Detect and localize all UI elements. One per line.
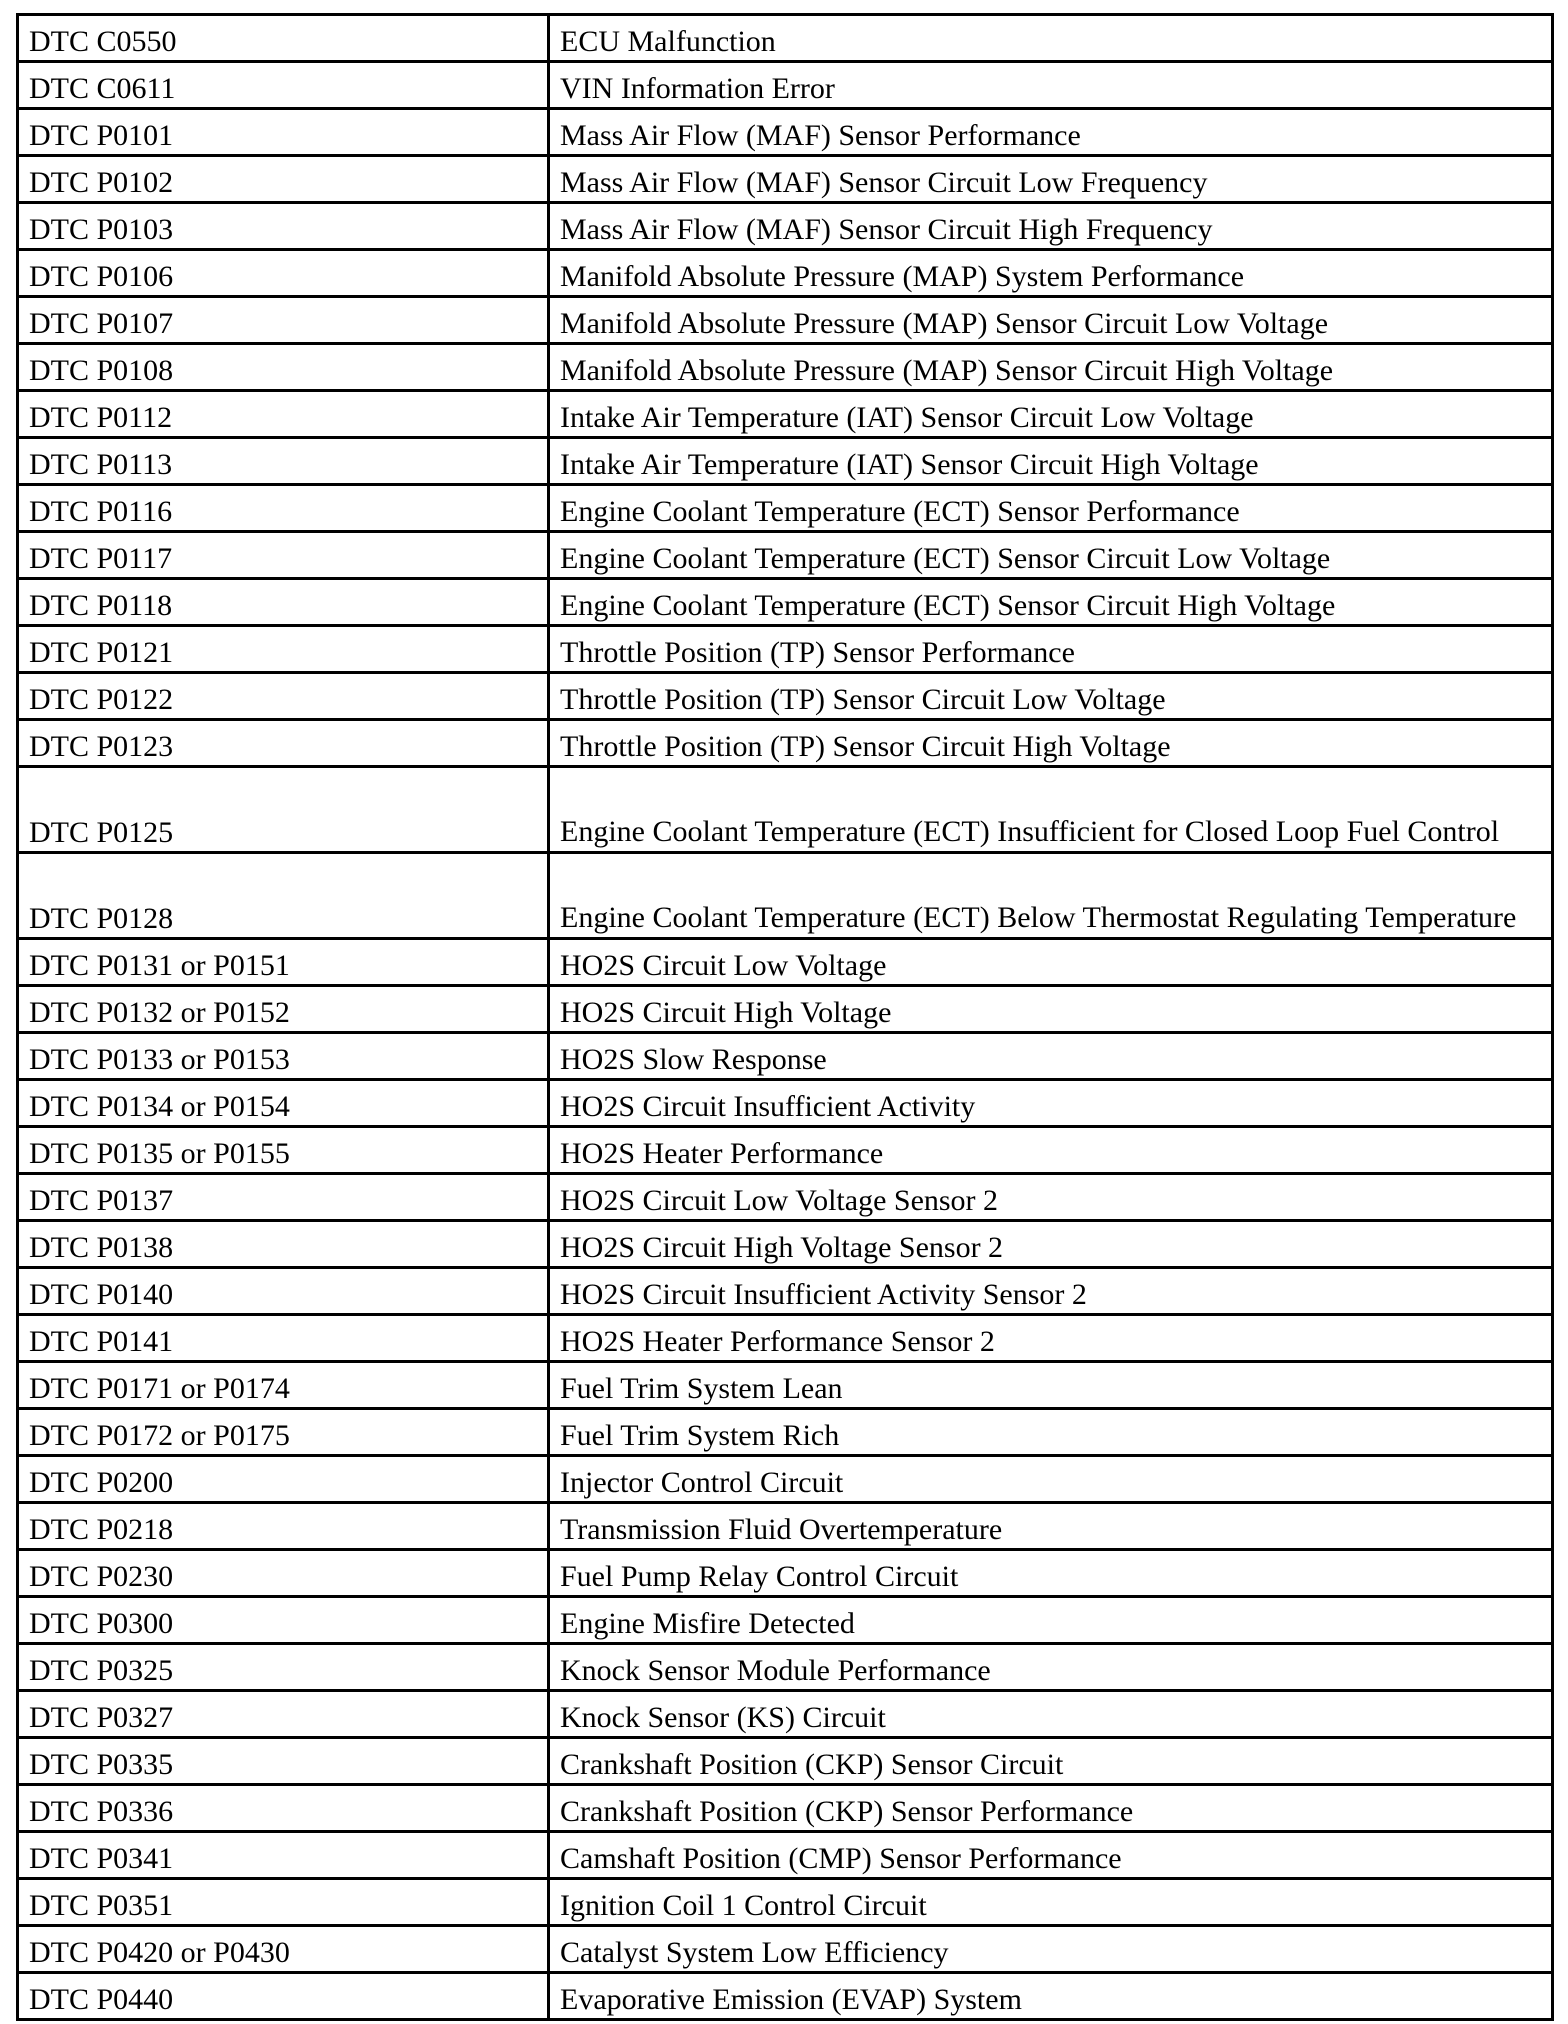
dtc-code-cell: DTC P0172 or P0175 <box>18 1409 549 1456</box>
dtc-code-cell: DTC P0138 <box>18 1221 549 1268</box>
dtc-description-cell: Engine Coolant Temperature (ECT) Insufficient for Closed Loop Fuel Control <box>549 767 1553 853</box>
dtc-table-body <box>18 15 1553 2020</box>
dtc-description-cell: Knock Sensor Module Performance <box>549 1644 1553 1691</box>
dtc-code-cell: DTC P0131 or P0151 <box>18 939 549 986</box>
dtc-code-cell: DTC C0611 <box>18 62 549 109</box>
dtc-description-cell: HO2S Circuit Insufficient Activity Sensor 2 <box>549 1268 1553 1315</box>
dtc-description-cell: Camshaft Position (CMP) Sensor Performance <box>549 1832 1553 1879</box>
dtc-code-cell: DTC P0327 <box>18 1691 549 1738</box>
dtc-description-cell: Mass Air Flow (MAF) Sensor Circuit Low Frequency <box>549 156 1553 203</box>
table-row <box>18 391 1553 438</box>
table-row <box>18 1174 1553 1221</box>
table-row <box>18 1879 1553 1926</box>
dtc-description-cell: HO2S Circuit Insufficient Activity <box>549 1080 1553 1127</box>
dtc-description-cell: Catalyst System Low Efficiency <box>549 1926 1553 1973</box>
dtc-code-cell: DTC P0336 <box>18 1785 549 1832</box>
table-row <box>18 1268 1553 1315</box>
dtc-code-cell: DTC P0133 or P0153 <box>18 1033 549 1080</box>
dtc-code-cell: DTC P0135 or P0155 <box>18 1127 549 1174</box>
dtc-description-cell: Crankshaft Position (CKP) Sensor Circuit <box>549 1738 1553 1785</box>
dtc-code-cell: DTC P0137 <box>18 1174 549 1221</box>
table-row <box>18 939 1553 986</box>
table-row <box>18 1080 1553 1127</box>
dtc-description-cell: Intake Air Temperature (IAT) Sensor Circuit High Voltage <box>549 438 1553 485</box>
table-row <box>18 1926 1553 1973</box>
table-row <box>18 579 1553 626</box>
dtc-description-cell: Engine Coolant Temperature (ECT) Sensor Circuit High Voltage <box>549 579 1553 626</box>
dtc-description-cell: Knock Sensor (KS) Circuit <box>549 1691 1553 1738</box>
dtc-description-cell: HO2S Circuit High Voltage Sensor 2 <box>549 1221 1553 1268</box>
dtc-code-cell: DTC P0420 or P0430 <box>18 1926 549 1973</box>
dtc-code-cell: DTC P0113 <box>18 438 549 485</box>
dtc-description-cell: Mass Air Flow (MAF) Sensor Performance <box>549 109 1553 156</box>
table-row <box>18 156 1553 203</box>
dtc-description-cell: Engine Coolant Temperature (ECT) Sensor Performance <box>549 485 1553 532</box>
dtc-code-cell: DTC P0230 <box>18 1550 549 1597</box>
table-row <box>18 1362 1553 1409</box>
dtc-code-cell: DTC P0140 <box>18 1268 549 1315</box>
dtc-description-cell: Evaporative Emission (EVAP) System <box>549 1973 1553 2020</box>
dtc-code-cell: DTC P0128 <box>18 853 549 939</box>
dtc-description-cell: Manifold Absolute Pressure (MAP) Sensor Circuit Low Voltage <box>549 297 1553 344</box>
table-row <box>18 1033 1553 1080</box>
table-row <box>18 438 1553 485</box>
dtc-description-cell: Transmission Fluid Overtemperature <box>549 1503 1553 1550</box>
table-row <box>18 15 1553 62</box>
dtc-description-cell: Injector Control Circuit <box>549 1456 1553 1503</box>
dtc-code-cell: DTC P0218 <box>18 1503 549 1550</box>
dtc-code-cell: DTC P0103 <box>18 203 549 250</box>
table-row <box>18 62 1553 109</box>
dtc-code-cell: DTC P0341 <box>18 1832 549 1879</box>
dtc-description-cell: HO2S Heater Performance <box>549 1127 1553 1174</box>
dtc-description-cell: ECU Malfunction <box>549 15 1553 62</box>
dtc-description-cell: Engine Coolant Temperature (ECT) Below Thermostat Regulating Temperature <box>549 853 1553 939</box>
dtc-description-cell: Fuel Trim System Lean <box>549 1362 1553 1409</box>
dtc-code-cell: DTC P0116 <box>18 485 549 532</box>
dtc-code-cell: DTC P0112 <box>18 391 549 438</box>
dtc-code-cell: DTC P0440 <box>18 1973 549 2020</box>
table-row <box>18 1550 1553 1597</box>
dtc-description-cell: Crankshaft Position (CKP) Sensor Performance <box>549 1785 1553 1832</box>
dtc-code-cell: DTC C0550 <box>18 15 549 62</box>
dtc-description-cell: Fuel Trim System Rich <box>549 1409 1553 1456</box>
table-row <box>18 1832 1553 1879</box>
table-row <box>18 250 1553 297</box>
dtc-code-cell: DTC P0134 or P0154 <box>18 1080 549 1127</box>
dtc-code-cell: DTC P0325 <box>18 1644 549 1691</box>
dtc-description-cell: HO2S Circuit Low Voltage Sensor 2 <box>549 1174 1553 1221</box>
dtc-code-cell: DTC P0101 <box>18 109 549 156</box>
table-row <box>18 1409 1553 1456</box>
table-row <box>18 297 1553 344</box>
table-row <box>18 1691 1553 1738</box>
dtc-description-cell: Intake Air Temperature (IAT) Sensor Circuit Low Voltage <box>549 391 1553 438</box>
dtc-code-cell: DTC P0351 <box>18 1879 549 1926</box>
table-row <box>18 1503 1553 1550</box>
dtc-code-cell: DTC P0122 <box>18 673 549 720</box>
table-row <box>18 673 1553 720</box>
dtc-description-cell: HO2S Circuit Low Voltage <box>549 939 1553 986</box>
dtc-description-cell: Ignition Coil 1 Control Circuit <box>549 1879 1553 1926</box>
dtc-description-cell: Manifold Absolute Pressure (MAP) Sensor Circuit High Voltage <box>549 344 1553 391</box>
dtc-code-cell: DTC P0132 or P0152 <box>18 986 549 1033</box>
dtc-table <box>16 13 1554 2021</box>
table-row <box>18 626 1553 673</box>
dtc-description-cell: HO2S Slow Response <box>549 1033 1553 1080</box>
dtc-code-cell: DTC P0117 <box>18 532 549 579</box>
dtc-code-cell: DTC P0108 <box>18 344 549 391</box>
dtc-code-cell: DTC P0125 <box>18 767 549 853</box>
dtc-description-cell: Manifold Absolute Pressure (MAP) System Performance <box>549 250 1553 297</box>
dtc-code-cell: DTC P0102 <box>18 156 549 203</box>
table-row <box>18 1644 1553 1691</box>
table-row <box>18 1127 1553 1174</box>
dtc-description-cell: HO2S Circuit High Voltage <box>549 986 1553 1033</box>
table-row <box>18 1738 1553 1785</box>
dtc-code-cell: DTC P0121 <box>18 626 549 673</box>
table-row <box>18 1221 1553 1268</box>
table-row <box>18 853 1553 939</box>
dtc-code-cell: DTC P0107 <box>18 297 549 344</box>
dtc-code-cell: DTC P0171 or P0174 <box>18 1362 549 1409</box>
table-row <box>18 720 1553 767</box>
table-row <box>18 1597 1553 1644</box>
table-row <box>18 532 1553 579</box>
dtc-description-cell: Mass Air Flow (MAF) Sensor Circuit High Frequency <box>549 203 1553 250</box>
table-row <box>18 485 1553 532</box>
dtc-description-cell: Throttle Position (TP) Sensor Performance <box>549 626 1553 673</box>
dtc-description-cell: Engine Coolant Temperature (ECT) Sensor Circuit Low Voltage <box>549 532 1553 579</box>
table-row <box>18 203 1553 250</box>
dtc-code-cell: DTC P0300 <box>18 1597 549 1644</box>
dtc-code-cell: DTC P0123 <box>18 720 549 767</box>
dtc-description-cell: Throttle Position (TP) Sensor Circuit High Voltage <box>549 720 1553 767</box>
dtc-description-cell: HO2S Heater Performance Sensor 2 <box>549 1315 1553 1362</box>
table-row <box>18 1456 1553 1503</box>
table-row <box>18 109 1553 156</box>
dtc-code-cell: DTC P0141 <box>18 1315 549 1362</box>
dtc-description-cell: Fuel Pump Relay Control Circuit <box>549 1550 1553 1597</box>
dtc-code-cell: DTC P0106 <box>18 250 549 297</box>
dtc-code-cell: DTC P0118 <box>18 579 549 626</box>
table-row <box>18 767 1553 853</box>
table-row <box>18 1315 1553 1362</box>
dtc-code-cell: DTC P0200 <box>18 1456 549 1503</box>
table-row <box>18 986 1553 1033</box>
dtc-description-cell: VIN Information Error <box>549 62 1553 109</box>
dtc-description-cell: Throttle Position (TP) Sensor Circuit Low Voltage <box>549 673 1553 720</box>
dtc-description-cell: Engine Misfire Detected <box>549 1597 1553 1644</box>
table-row <box>18 344 1553 391</box>
table-row <box>18 1785 1553 1832</box>
table-row <box>18 1973 1553 2020</box>
dtc-code-cell: DTC P0335 <box>18 1738 549 1785</box>
